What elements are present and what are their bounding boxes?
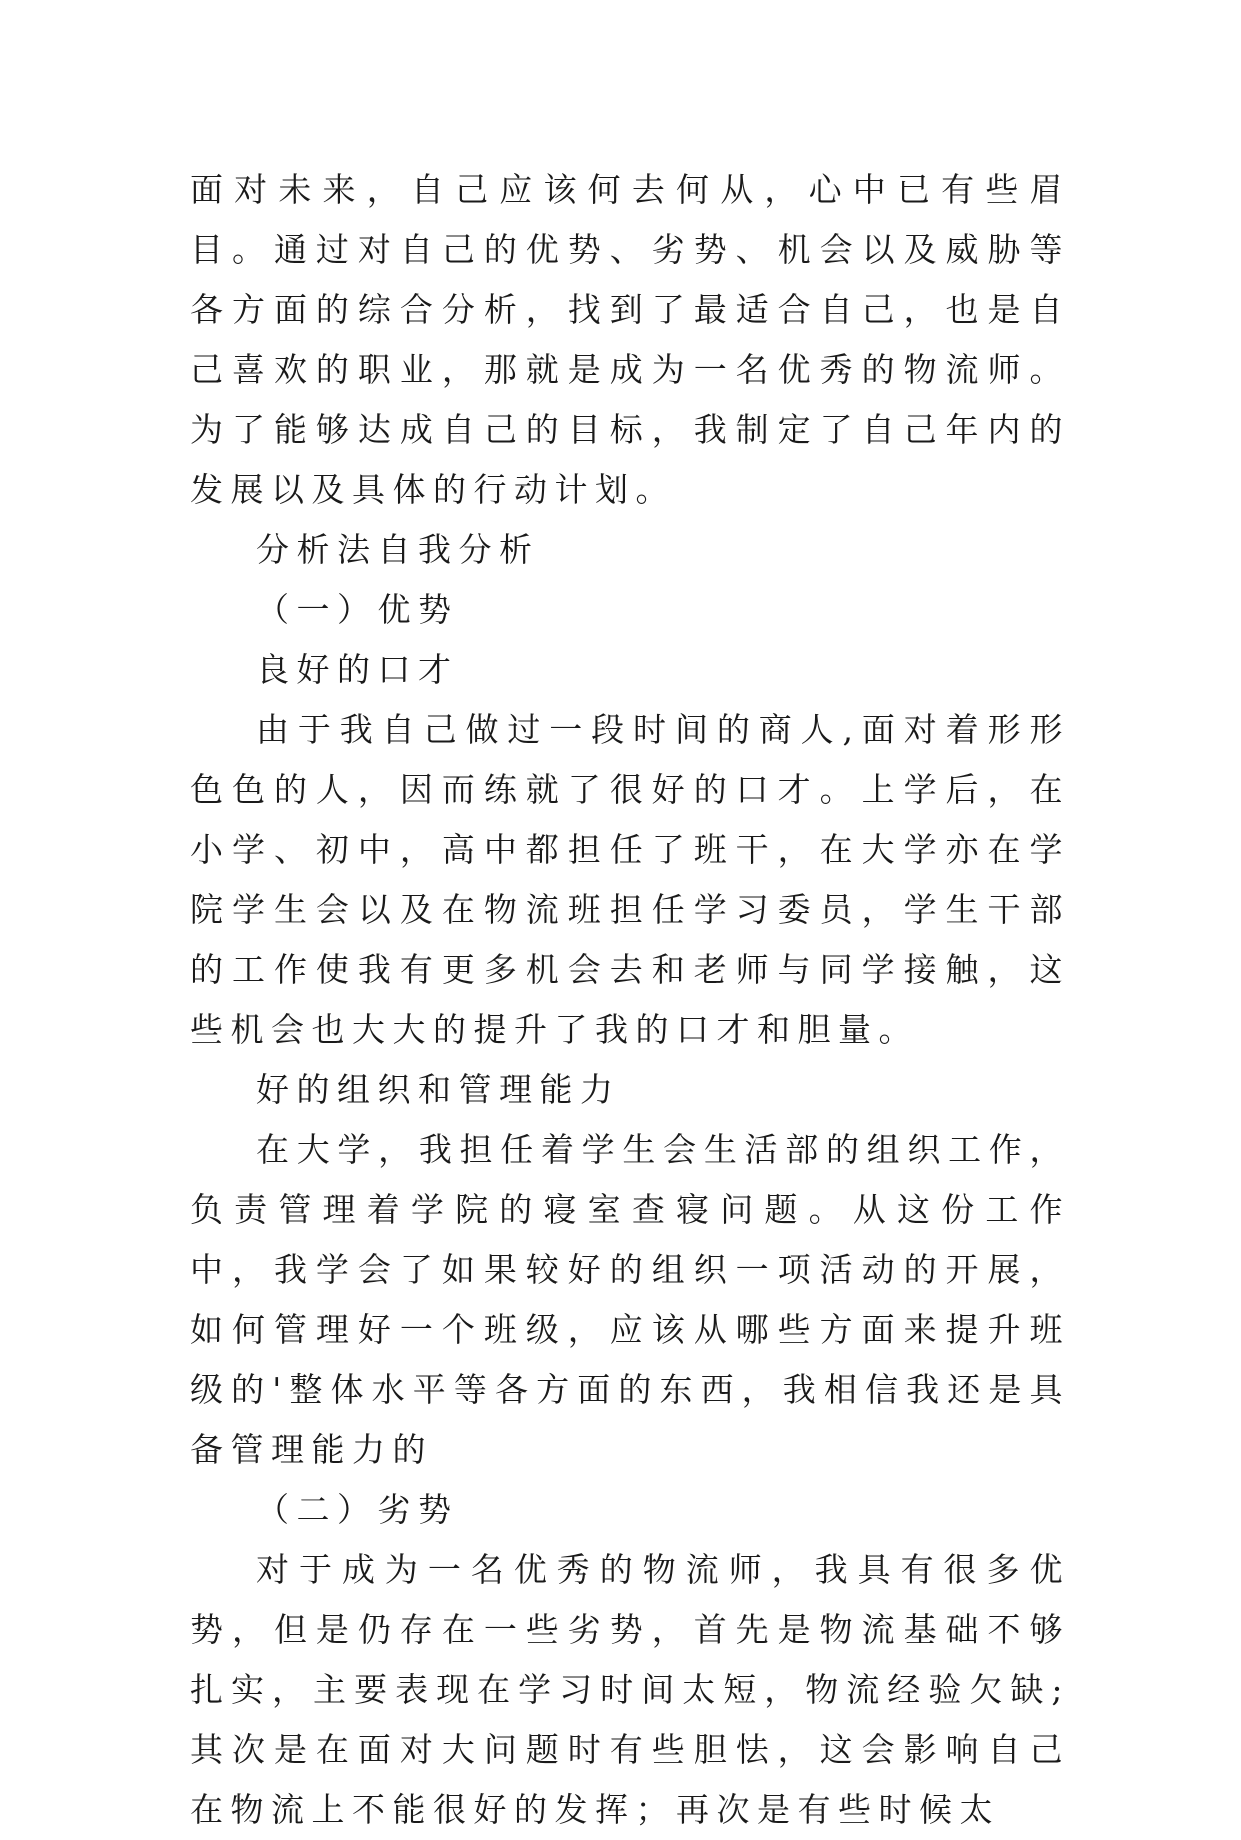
paragraph-management: 在大学，我担任着学生会生活部的组织工作，负责管理着学院的寝室查寝问题。从这份工作中，我学会了如果较好的组织一项活动的开展，如何管理好一个班级，应该从哪些方面来提升班级的'整体水平等各方面的东西，我相信我还是具备管理能力的 [190,1130,1070,1469]
subsection-heading-weaknesses: （二）劣势 [256,1490,459,1529]
section-heading-swot: 分析法自我分析 [256,530,540,569]
subsection-heading-strengths: （一）优势 [256,590,459,629]
document-body [190,160,1070,1840]
item-heading-management: 好的组织和管理能力 [256,1070,621,1109]
paragraph-intro: 面对未来，自己应该何去何从，心中已有些眉目。通过对自己的优势、劣势、机会以及威胁等各方面的综合分析，找到了最适合自己，也是自己喜欢的职业，那就是成为一名优秀的物流师。为了能够达成自己的目标，我制定了自己年内的发展以及具体的行动计划。 [190,170,1070,509]
item-heading-eloquence: 良好的口才 [256,650,459,689]
paragraph-weaknesses: 对于成为一名优秀的物流师，我具有很多优势，但是仍存在一些劣势，首先是物流基础不够扎实，主要表现在学习时间太短，物流经验欠缺;其次是在面对大问题时有些胆怯，这会影响自己在物流上不能很好的发挥；再次是有些时候太 [190,1550,1070,1829]
paragraph-eloquence: 由于我自己做过一段时间的商人,面对着形形色色的人，因而练就了很好的口才。上学后，在小学、初中，高中都担任了班干，在大学亦在学院学生会以及在物流班担任学习委员，学生干部的工作使我有更多机会去和老师与同学接触，这些机会也大大的提升了我的口才和胆量。 [190,710,1070,1049]
